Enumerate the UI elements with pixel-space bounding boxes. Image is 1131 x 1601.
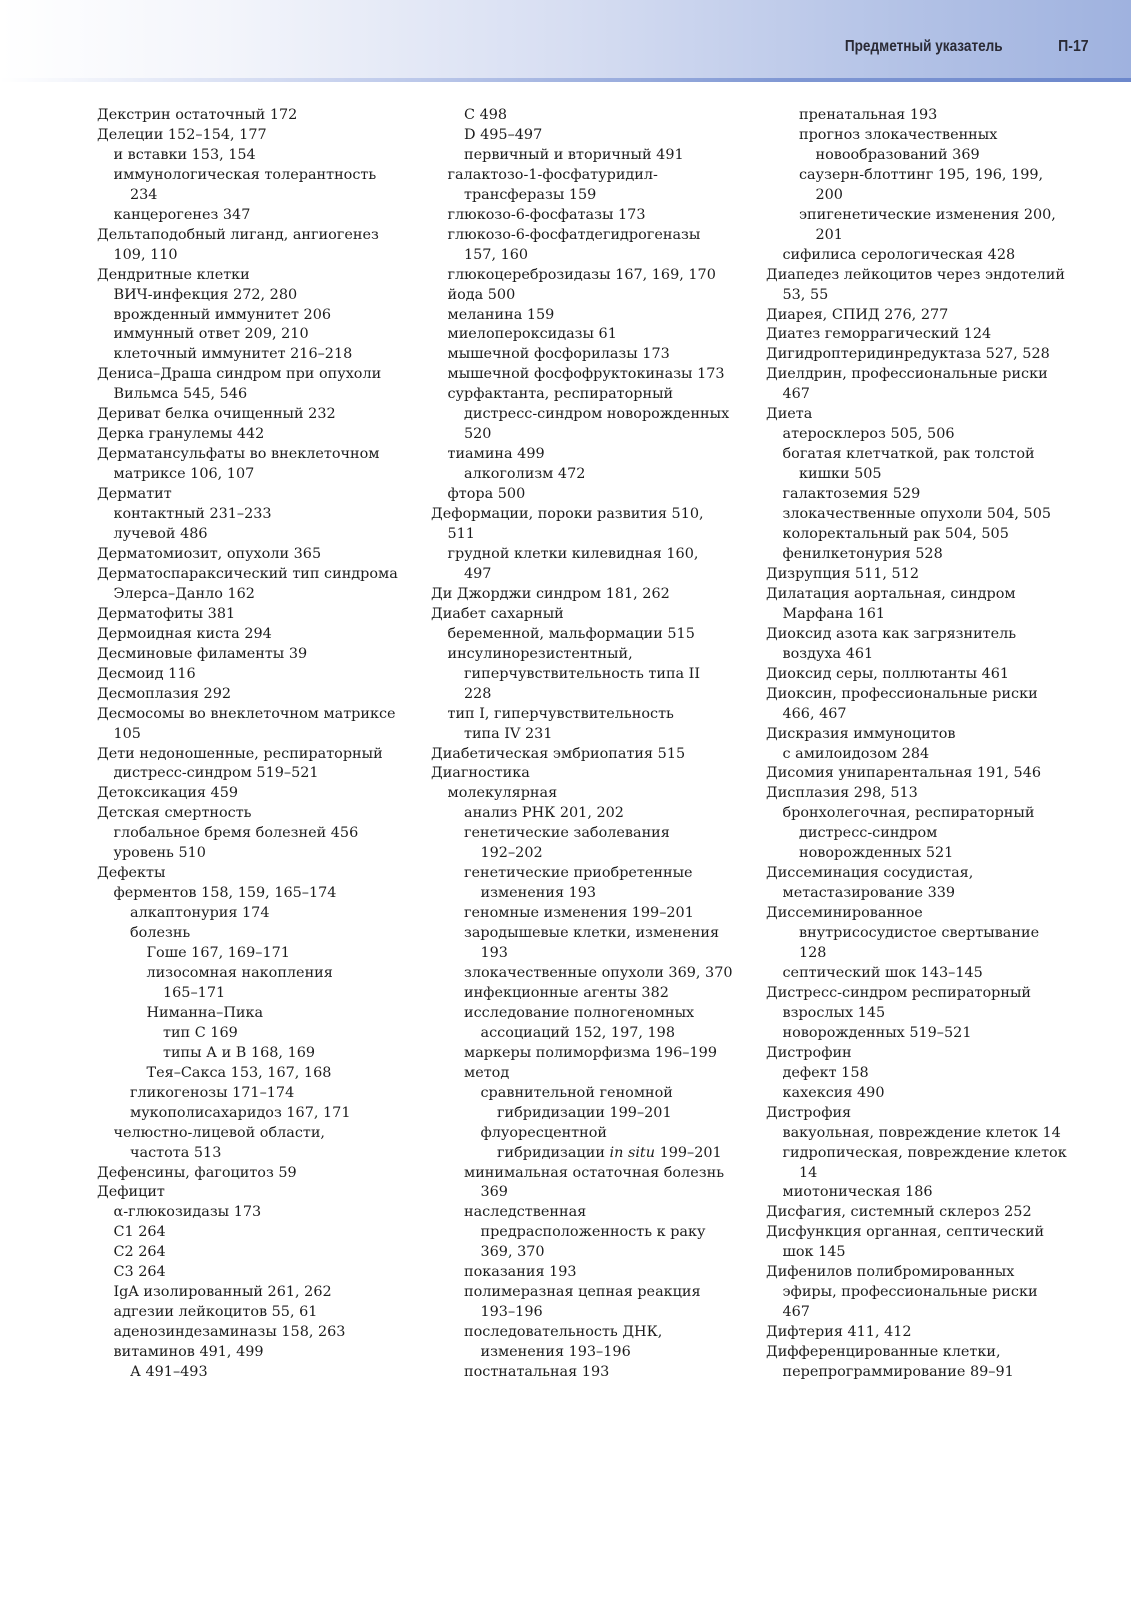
index-entry-line: минимальная остаточная болезнь [464, 1164, 725, 1181]
index-entry-line: Ниманна–Пика [146, 1004, 264, 1021]
index-entry-line: новорожденных 521 [799, 845, 954, 862]
index-entry-line: алкоголизм 472 [464, 466, 586, 483]
index-entry-line: Дериват белка очищенный 232 [97, 406, 336, 423]
index-entry-line: Дерматансульфаты во внеклеточном [97, 446, 380, 463]
index-entry-line: 53, 55 [782, 286, 829, 303]
index-entry-line: фенилкетонурия 528 [782, 545, 943, 562]
index-entry-line: 497 [464, 565, 492, 582]
running-title: Предметный указатель [845, 38, 1003, 55]
index-entry-line: дистресс-синдром новорожденных [464, 406, 730, 423]
index-entry-line: Дистресс-синдром респираторный [766, 984, 1032, 1001]
index-entry-line: 157, 160 [464, 246, 529, 263]
index-entry-line: С1 264 [113, 1224, 166, 1241]
index-entry-line: матриксе 106, 107 [113, 466, 255, 483]
index-entry-line: Дельтаподобный лиганд, ангиогенез [97, 226, 379, 243]
index-entry-line: тиамина 499 [447, 446, 545, 463]
index-entry-line: Дискразия иммуноцитов [766, 725, 956, 742]
index-entry-line: Тея–Сакса 153, 167, 168 [146, 1064, 332, 1081]
index-entry-line: Дистрофия [766, 1104, 852, 1121]
index-entry-line: дистресс-синдром 519–521 [113, 765, 319, 782]
index-entry-line: трансферазы 159 [464, 186, 597, 203]
index-entry-line: α-глюкозидазы 173 [113, 1204, 262, 1221]
index-entry-line: глюкозо-6-фосфатазы 173 [447, 206, 646, 223]
index-entry-line: Дифенилов полибромированных [766, 1264, 1015, 1281]
index-entry-line: сифилиса серологическая 428 [782, 246, 1016, 263]
index-entry-line: 192–202 [480, 845, 543, 862]
index-entry-line: Деформации, пороки развития 510, [431, 506, 704, 523]
index-entry-line: глобальное бремя болезней 456 [113, 825, 359, 842]
index-entry-line: дистресс-синдром [799, 825, 938, 842]
index-entry-line: 228 [464, 685, 492, 702]
index-entry-line: Делеции 152–154, 177 [97, 126, 267, 143]
index-entry-line: типа IV 231 [464, 725, 553, 742]
index-column-3 [766, 106, 1078, 1383]
index-entry-line: 128 [799, 945, 827, 962]
index-entry-line: показания 193 [464, 1264, 577, 1281]
index-entry-line: Дигидроптеридинредуктаза 527, 528 [766, 346, 1050, 363]
index-entry-line: флуоресцентной [480, 1124, 607, 1141]
index-entry-line: пренатальная 193 [799, 107, 938, 123]
index-entry-line: с амилоидозом 284 [782, 745, 930, 762]
index-entry-line: Дисфункция органная, септический [766, 1224, 1045, 1241]
index-entry-line: внутрисосудистое свертывание [799, 925, 1040, 942]
index-entry-line: злокачественные опухоли 504, 505 [782, 506, 1052, 523]
index-entry-line: мышечной фосфорилазы 173 [447, 346, 670, 363]
index-entry-line: йода 500 [447, 286, 516, 303]
index-entry-line: Марфана 161 [782, 605, 886, 622]
index-entry-line: изменения 193 [480, 885, 597, 902]
index-entry-line: генетические заболевания [464, 825, 670, 842]
index-entry-line: аденозиндезаминазы 158, 263 [113, 1324, 346, 1341]
index-entry-line: полимеразная цепная реакция [464, 1284, 701, 1301]
index-entry-line: 193–196 [480, 1304, 543, 1321]
index-entry-line: маркеры полиморфизма 196–199 [464, 1044, 717, 1061]
index-entry-line: челюстно-лицевой области, [113, 1124, 326, 1141]
index-entry-line: 201 [815, 226, 843, 243]
index-entry-line: Дефенсины, фагоцитоз 59 [97, 1164, 297, 1181]
index-entry-line: Дифференцированные клетки, [766, 1344, 1001, 1361]
index-entry-line: иммунный ответ 209, 210 [113, 326, 309, 343]
index-entry-line: канцерогенез 347 [113, 206, 251, 223]
index-entry-line: инфекционные агенты 382 [464, 984, 669, 1001]
index-entry-line: 193 [480, 945, 508, 962]
index-entry-line: Диарея, СПИД 276, 277 [766, 306, 949, 323]
index-entry-line: метастазирование 339 [782, 885, 956, 902]
index-entry-line: А 491–493 [130, 1364, 208, 1381]
index-entry-line: Дефекты [97, 865, 166, 882]
index-entry-line: D 495–497 [464, 126, 543, 143]
index-entry-line: Диатез геморрагический 124 [766, 326, 992, 343]
index-entry-line: гидропическая, повреждение клеток [782, 1144, 1067, 1161]
index-entry-line: эфиры, профессиональные риски [782, 1284, 1038, 1301]
index-entry-line: новорожденных 519–521 [782, 1024, 972, 1041]
index-entry-line: Десминовые филаменты 39 [97, 645, 308, 662]
index-entry-line: Диелдрин, профессиональные риски [766, 366, 1048, 383]
index-entry-line: новообразований 369 [815, 146, 980, 163]
index-entry-line: Дерматит [97, 486, 172, 503]
index-entry-line: частота 513 [130, 1144, 222, 1161]
index-entry-line: алкаптонурия 174 [130, 905, 270, 922]
index-entry-line: С3 264 [113, 1264, 166, 1281]
index-entry-line: Гоше 167, 169–171 [146, 945, 290, 962]
index-entry-line: бронхолегочная, респираторный [782, 805, 1035, 822]
index-entry-line: Детоксикация 459 [97, 785, 239, 802]
index-entry-line: Дерматофиты 381 [97, 605, 236, 622]
index-entry-line: Диабет сахарный [431, 605, 564, 622]
index-entry-line: предрасположенность к раку [480, 1224, 706, 1241]
index-entry-line: галактозо-1-фосфатуридил- [447, 166, 658, 183]
index-entry-line: инсулинорезистентный, [447, 645, 633, 662]
index-entry-line: 466, 467 [782, 705, 847, 722]
index-entry-line: гликогенозы 171–174 [130, 1084, 295, 1101]
index-entry-line: Вильмса 545, 546 [113, 386, 248, 403]
index-entry-line: врожденный иммунитет 206 [113, 306, 332, 323]
index-entry-line: Диоксид серы, поллютанты 461 [766, 665, 1010, 682]
index-entry-line: Диоксид азота как загрязнитель [766, 625, 1017, 642]
index-entry-line: сурфактанта, респираторный [447, 386, 674, 403]
page-number: П-17 [1058, 38, 1089, 55]
index-entry-line: Дилатация аортальная, синдром [766, 585, 1016, 602]
index-entry-line: Дефицит [97, 1184, 165, 1201]
index-entry-line: злокачественные опухоли 369, 370 [464, 964, 733, 981]
index-entry-line: гибридизации in situ 199–201 [497, 1144, 722, 1161]
index-entry-line: Дисфагия, системный склероз 252 [766, 1204, 1032, 1221]
index-entry-line: Дизрупция 511, 512 [766, 565, 919, 582]
index-entry-line: 165–171 [163, 984, 226, 1001]
index-entry-line: колоректальный рак 504, 505 [782, 526, 1009, 543]
index-entry-line: Диагностика [431, 765, 530, 782]
index-entry-line: Диоксин, профессиональные риски [766, 685, 1038, 702]
index-entry-line: миелопероксидазы 61 [447, 326, 617, 343]
index-entry-line: 200 [815, 186, 843, 203]
index-entry-line: 511 [447, 526, 475, 543]
index-entry-line: септический шок 143–145 [782, 964, 983, 981]
index-entry-line: глюкоцереброзидазы 167, 169, 170 [447, 266, 716, 283]
index-entry-line: уровень 510 [113, 845, 206, 862]
index-entry-line: Диабетическая эмбриопатия 515 [431, 745, 686, 762]
index-entry-line: Дистрофин [766, 1044, 852, 1061]
index-entry-line: саузерн-блоттинг 195, 196, 199, [799, 166, 1044, 183]
index-entry-line: гибридизации 199–201 [497, 1104, 672, 1121]
index-entry-line: последовательность ДНК, [464, 1324, 663, 1341]
index-entry-line: Десмоид 116 [97, 665, 196, 682]
index-entry-line: Ди Джорджи синдром 181, 262 [431, 585, 670, 602]
index-entry-line: кишки 505 [799, 466, 882, 483]
index-entry-line: Декстрин остаточный 172 [97, 107, 298, 123]
index-entry-line: Диапедез лейкоцитов через эндотелий [766, 266, 1065, 283]
index-entry-line: типы А и В 168, 169 [163, 1044, 316, 1061]
index-entry-line: эпигенетические изменения 200, [799, 206, 1056, 223]
index-entry-line: Десмосомы во внеклеточном матриксе [97, 705, 396, 722]
index-column-2 [431, 106, 749, 1383]
index-entry-line: галактоземия 529 [782, 486, 921, 503]
index-entry-line: беременной, мальформации 515 [447, 625, 695, 642]
index-entry-line: тип I, гиперчувствительность [447, 705, 674, 722]
index-column-1 [97, 106, 407, 1383]
index-entry-line: иммунологическая толерантность [113, 166, 377, 183]
index-entry-line: Диссеминированное [766, 905, 923, 922]
index-entry-line: Дифтерия 411, 412 [766, 1324, 912, 1341]
index-entry-line: меланина 159 [447, 306, 555, 323]
index-entry-line: Дети недоношенные, респираторный [97, 745, 383, 762]
header-rule [0, 78, 1131, 82]
index-entry-line: атеросклероз 505, 506 [782, 426, 955, 443]
index-entry-line: фтора 500 [447, 486, 526, 503]
index-entry-line: зародышевые клетки, изменения [464, 925, 720, 942]
index-entry-line: прогноз злокачественных [799, 126, 998, 143]
index-entry-line: наследственная [464, 1204, 587, 1221]
index-entry-line: клеточный иммунитет 216–218 [113, 346, 353, 363]
index-entry-line: богатая клетчаткой, рак толстой [782, 446, 1035, 463]
index-entry-line: Дермоидная киста 294 [97, 625, 272, 642]
index-entry-line: 467 [782, 1304, 810, 1321]
index-entry-line: Дениса–Драша синдром при опухоли [97, 366, 382, 383]
index-entry-line: болезнь [130, 925, 191, 942]
index-entry-line: С 498 [464, 107, 508, 123]
index-entry-line: взрослых 145 [782, 1004, 886, 1021]
index-entry-line: шок 145 [782, 1244, 846, 1261]
index-entry-line: С2 264 [113, 1244, 166, 1261]
index-entry-line: анализ РНК 201, 202 [464, 805, 624, 822]
index-entry-line: генетические приобретенные [464, 865, 693, 882]
index-entry-line: грудной клетки килевидная 160, [447, 545, 699, 562]
index-entry-line: молекулярная [447, 785, 558, 802]
index-entry-line: 369 [480, 1184, 508, 1201]
index-entry-line: витаминов 491, 499 [113, 1344, 264, 1361]
index-entry-line: Дисплазия 298, 513 [766, 785, 918, 802]
index-entry-line: Дендритные клетки [97, 266, 250, 283]
index-entry-line: воздуха 461 [782, 645, 874, 662]
index-entry-line: мукополисахаридоз 167, 171 [130, 1104, 351, 1121]
index-entry-line: ферментов 158, 159, 165–174 [113, 885, 337, 902]
index-entry-line: вакуольная, повреждение клеток 14 [782, 1124, 1061, 1141]
index-entry-line: ассоциаций 152, 197, 198 [480, 1024, 675, 1041]
index-entry-line: перепрограммирование 89–91 [782, 1364, 1014, 1381]
index-entry-line: Диссеминация сосудистая, [766, 865, 974, 882]
index-entry-line: исследование полногеномных [464, 1004, 695, 1021]
index-entry-line: лизосомная накопления [146, 964, 333, 981]
italic-term: in situ [609, 1144, 655, 1161]
index-entry-line: IgA изолированный 261, 262 [113, 1284, 332, 1301]
index-entry-line: Десмоплазия 292 [97, 685, 232, 702]
index-entry-line: метод [464, 1064, 510, 1081]
index-entry-line: постнатальная 193 [464, 1364, 610, 1381]
index-entry-line: 105 [113, 725, 141, 742]
index-entry-line: мышечной фосфофруктокиназы 173 [447, 366, 725, 383]
index-entry-line: Диета [766, 406, 813, 423]
index-entry-line: 467 [782, 386, 810, 403]
index-entry-line: лучевой 486 [113, 526, 208, 543]
index-entry-line: Дерматоспараксический тип синдрома [97, 565, 398, 582]
index-entry-line: Элерса–Данло 162 [113, 585, 255, 602]
index-entry-line: первичный и вторичный 491 [464, 146, 684, 163]
index-entry-line: адгезии лейкоцитов 55, 61 [113, 1304, 318, 1321]
index-entry-line: сравнительной геномной [480, 1084, 673, 1101]
index-entry-line: кахексия 490 [782, 1084, 885, 1101]
index-entry-line: 369, 370 [480, 1244, 545, 1261]
index-entry-line: изменения 193–196 [480, 1344, 631, 1361]
index-entry-line: Детская смертность [97, 805, 252, 822]
index-entry-line: и вставки 153, 154 [113, 146, 256, 163]
index-entry-line: 109, 110 [113, 246, 178, 263]
index-entry-line: 14 [799, 1164, 818, 1181]
index-entry-line: контактный 231–233 [113, 506, 272, 523]
index-entry-line: глюкозо-6-фосфатдегидрогеназы [447, 226, 701, 243]
index-entry-line: дефект 158 [782, 1064, 869, 1081]
index-entry-line: гиперчувствительность типа II [464, 665, 701, 682]
index-entry-line: тип С 169 [163, 1024, 238, 1041]
index-entry-line: миотоническая 186 [782, 1184, 933, 1201]
index-entry-line: 234 [130, 186, 158, 203]
index-entry-line: 520 [464, 426, 492, 443]
index-entry-line: Дисомия унипарентальная 191, 546 [766, 765, 1042, 782]
index-entry-line: Дерка гранулемы 442 [97, 426, 265, 443]
index-entry-line: Дерматомиозит, опухоли 365 [97, 545, 322, 562]
index-entry-line: ВИЧ-инфекция 272, 280 [113, 286, 298, 303]
index-entry-line: геномные изменения 199–201 [464, 905, 694, 922]
